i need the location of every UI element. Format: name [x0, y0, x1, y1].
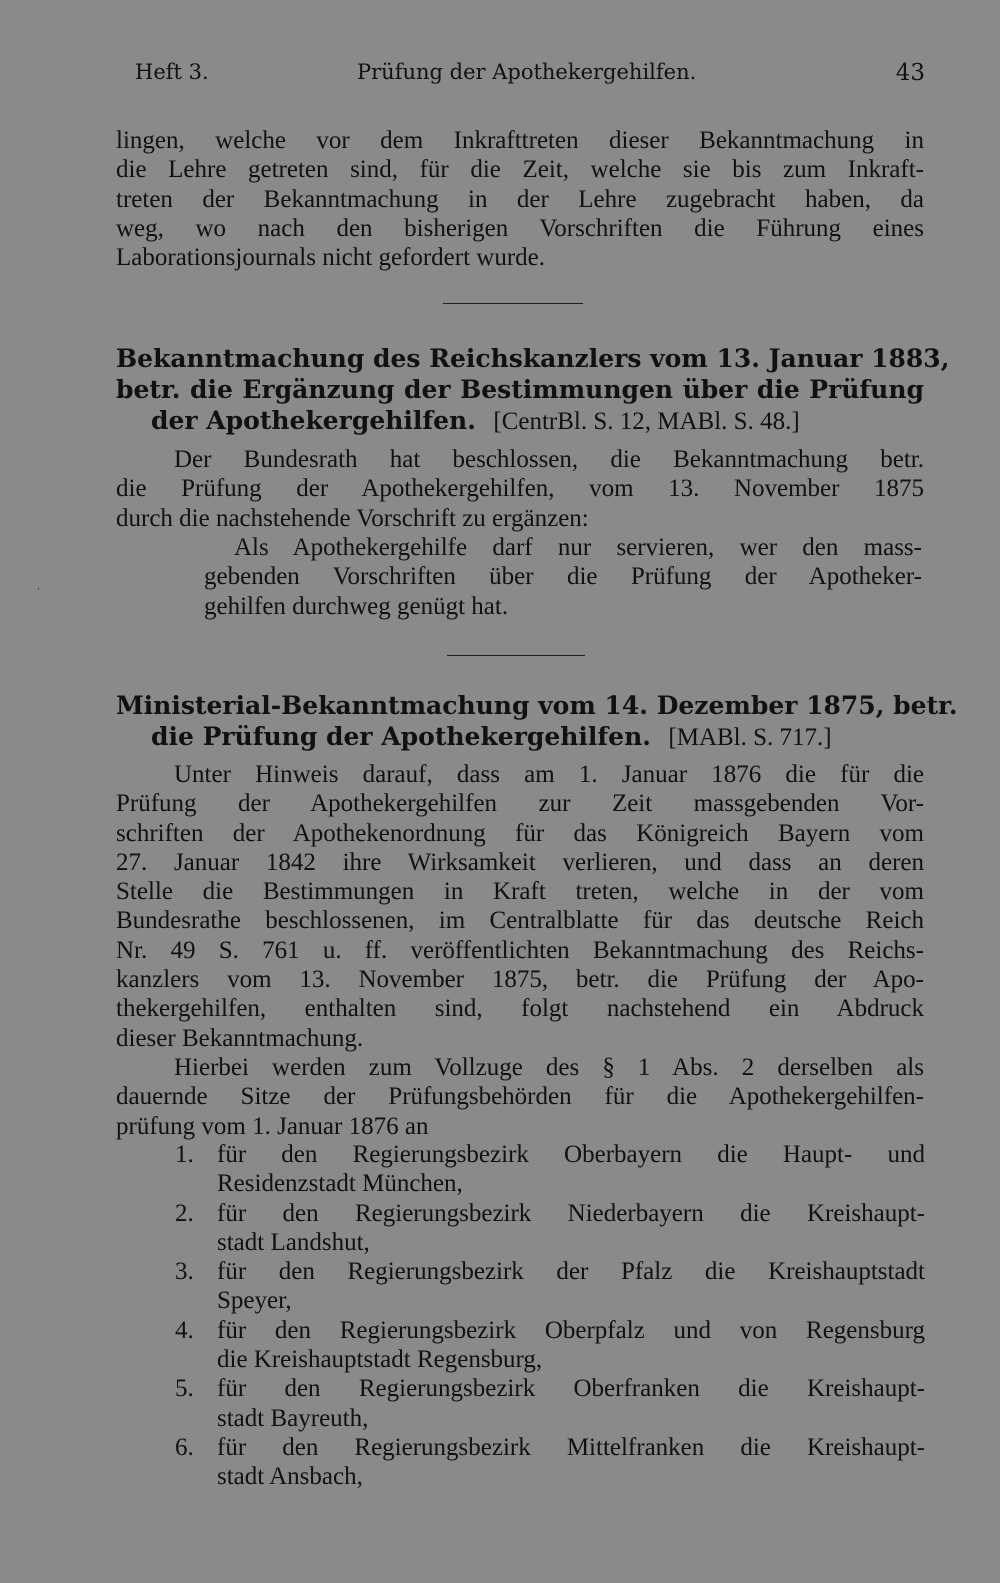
text-line: stadt Landshut, — [217, 1228, 370, 1256]
text-line: dieser Bekanntmachung. — [116, 1024, 364, 1052]
item-number: 4. — [175, 1316, 194, 1344]
source-reference: [MABl. S. 717.] — [668, 724, 832, 751]
text-line: stadt Bayreuth, — [217, 1404, 369, 1432]
item-number: 6. — [175, 1433, 194, 1461]
text-line: kanzlers vom 13. November 1875, betr. die Prüfung der Apo- — [116, 966, 924, 994]
paragraph-intro — [116, 760, 924, 1141]
text-line: dauernde Sitze der Prüfungsbehörden für die Apothekergehilfen- — [116, 1083, 924, 1111]
source-reference: [CentrBl. S. 12, MABl. S. 48.] — [493, 408, 800, 435]
running-header — [135, 60, 925, 94]
text-line: Unter Hinweis darauf, dass am 1. Januar 1876 die für die — [174, 761, 924, 788]
item-number: 5. — [175, 1375, 194, 1403]
text-line: 27. Januar 1842 ihre Wirksamkeit verlieren, und dass an deren — [116, 848, 924, 876]
section-heading-1875 — [116, 690, 958, 753]
text-line: thekergehilfen, enthalten sind, folgt nachstehend ein Abdruck — [116, 995, 924, 1023]
text-line: die Lehre getreten sind, für die Zeit, welche sie bis zum Inkraft- — [116, 156, 924, 184]
text-line: Der Bundesrath hat beschlossen, die Bekanntmachung betr. — [174, 446, 924, 473]
text-line: weg, wo nach den bisherigen Vorschriften die Führung eines — [116, 214, 924, 242]
seat-list — [175, 1140, 925, 1492]
running-title: Prüfung der Apothekergehilfen. — [357, 60, 697, 84]
issue-label: Heft 3. — [135, 60, 209, 84]
text-line: Residenzstadt München, — [217, 1170, 463, 1198]
list-item — [175, 1257, 925, 1316]
list-item — [175, 1433, 925, 1492]
text-line: prüfung vom 1. Januar 1876 an — [116, 1112, 429, 1140]
text-line: Nr. 49 S. 761 u. ff. veröffentlichten Bekanntmachung des Reichs- — [116, 936, 924, 964]
text-line: Bundesrathe beschlossenen, im Centralblatte für das deutsche Reich — [116, 907, 924, 935]
section-divider — [447, 655, 585, 656]
list-item — [175, 1199, 925, 1258]
heading-text: die Prüfung der Apothekergehilfen. — [151, 722, 651, 751]
list-item — [175, 1316, 925, 1375]
item-number: 1. — [175, 1141, 194, 1168]
text-line: für den Regierungsbezirk Oberpfalz und von Regensburg — [217, 1316, 925, 1344]
text-line: durch die nachstehende Vorschrift zu ergänzen: — [116, 504, 589, 532]
text-line: für den Regierungsbezirk Oberfranken die Kreishaupt- — [217, 1375, 925, 1403]
text-line: Hierbei werden zum Vollzuge des § 1 Abs. 2 derselben als — [174, 1053, 924, 1081]
text-line: Prüfung der Apothekergehilfen zur Zeit massgebenden Vor- — [116, 790, 924, 818]
text-line: für den Regierungsbezirk Mittelfranken die Kreishaupt- — [217, 1433, 925, 1461]
heading-line: Bekanntmachung des Reichskanzlers vom 13. Januar 1883, — [116, 344, 950, 373]
heading-line: Ministerial-Bekanntmachung vom 14. Dezember 1875, betr. — [116, 691, 958, 720]
text-line: für den Regierungsbezirk der Pfalz die Kreishauptstadt — [217, 1258, 925, 1286]
heading-line — [116, 405, 924, 437]
quoted-provision — [204, 533, 922, 621]
page-number: 43 — [895, 60, 925, 86]
heading-text: der Apothekergehilfen. — [151, 406, 476, 435]
heading-line — [116, 721, 924, 753]
text-line: Laborationsjournals nicht gefordert wurde. — [116, 244, 546, 272]
text-line: die Kreishauptstadt Regensburg, — [217, 1346, 543, 1374]
text-line: Als Apothekergehilfe darf nur servieren, wer den mass- — [234, 534, 922, 561]
scan-speck: ˌ — [36, 576, 41, 591]
list-item — [175, 1140, 925, 1199]
item-number: 2. — [175, 1199, 194, 1227]
text-line: für den Regierungsbezirk Niederbayern die Kreishaupt- — [217, 1199, 925, 1227]
continuation-paragraph — [116, 126, 924, 272]
text-line: stadt Ansbach, — [217, 1463, 363, 1491]
list-item — [175, 1374, 925, 1433]
text-line: die Prüfung der Apothekergehilfen, vom 13. November 1875 — [116, 475, 924, 503]
section-divider — [443, 303, 583, 304]
text-line: gehilfen durchweg genügt hat. — [204, 592, 509, 620]
resolution-paragraph — [116, 445, 924, 533]
section-heading-1883 — [116, 343, 950, 437]
text-line: Stelle die Bestimmungen in Kraft treten, welche in der vom — [116, 878, 924, 906]
heading-line: betr. die Ergänzung der Bestimmungen über die Prüfung — [116, 375, 924, 404]
text-line: lingen, welche vor dem Inkrafttreten dieser Bekanntmachung in — [116, 127, 924, 154]
item-number: 3. — [175, 1258, 194, 1286]
text-line: Speyer, — [217, 1287, 292, 1315]
text-line: für den Regierungsbezirk Oberbayern die Haupt- und — [217, 1141, 925, 1168]
text-line: schriften der Apothekenordnung für das Königreich Bayern vom — [116, 819, 924, 847]
text-line: gebenden Vorschriften über die Prüfung der Apotheker- — [204, 563, 922, 591]
text-line: treten der Bekanntmachung in der Lehre zugebracht haben, da — [116, 185, 924, 213]
